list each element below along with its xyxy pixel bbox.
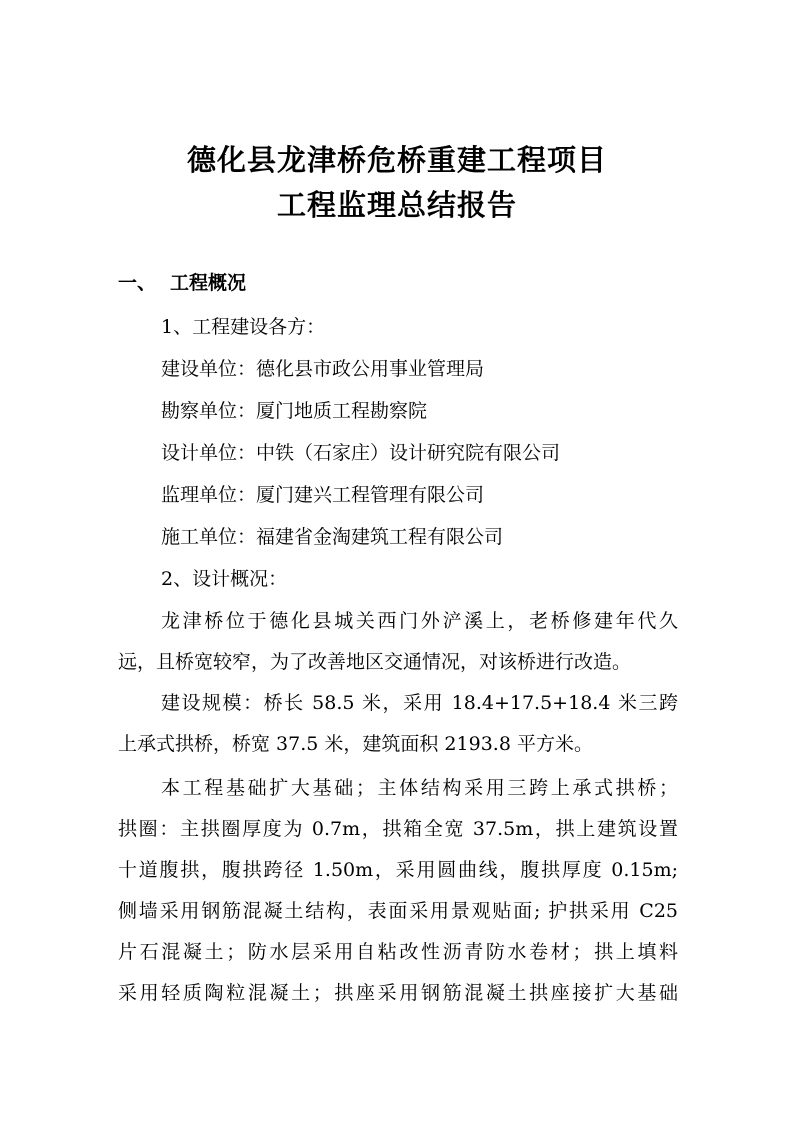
party-line-survey: 勘察单位：厦门地质工程勘察院 [161,400,428,422]
subsection-heading-parties: 1、工程建设各方： [161,316,326,338]
paragraph-line: 侧墙采用钢筋混凝土结构，表面采用景观贴面; 护拱采用 C25 [118,900,678,922]
paragraph-line: 上承式拱桥，桥宽 37.5 米，建筑面积 2193.8 平方米。 [118,733,593,755]
paragraph-line: 远，且桥宽较窄，为了改善地区交通情况，对该桥进行改造。 [118,651,632,673]
subsection-heading-design: 2、设计概况： [161,568,288,590]
document-title-line-1: 德化县龙津桥危桥重建工程项目 [186,143,607,177]
paragraph-line: 本工程基础扩大基础；主体结构采用三跨上承式拱桥； [161,777,678,799]
party-line-construction: 施工单位：福建省金淘建筑工程有限公司 [161,526,504,548]
section-heading [118,268,246,298]
section-title: 工程概况 [170,272,247,294]
paragraph-line: 十道腹拱，腹拱跨径 1.50m，采用圆曲线，腹拱厚度 0.15m; [118,859,678,881]
paragraph-line: 采用轻质陶粒混凝土；拱座采用钢筋混凝土拱座接扩大基础 [118,982,678,1004]
paragraph-line: 片石混凝土；防水层采用自粘改性沥青防水卷材；拱上填料 [118,941,678,963]
party-line-design: 设计单位：中铁（石家庄）设计研究院有限公司 [161,442,561,464]
paragraph-line: 建设规模：桥长 58.5 米，采用 18.4+17.5+18.4 米三跨 [161,692,678,714]
party-line-supervision: 监理单位：厦门建兴工程管理有限公司 [161,484,485,506]
party-line-owner: 建设单位：德化县市政公用事业管理局 [161,358,485,380]
document-title-line-2: 工程监理总结报告 [276,188,517,222]
section-number: 一、 [118,272,157,294]
paragraph-line: 拱圈：主拱圈厚度为 0.7m，拱箱全宽 37.5m，拱上建筑设置 [118,818,678,840]
paragraph-line: 龙津桥位于德化县城关西门外浐溪上，老桥修建年代久 [161,610,678,632]
